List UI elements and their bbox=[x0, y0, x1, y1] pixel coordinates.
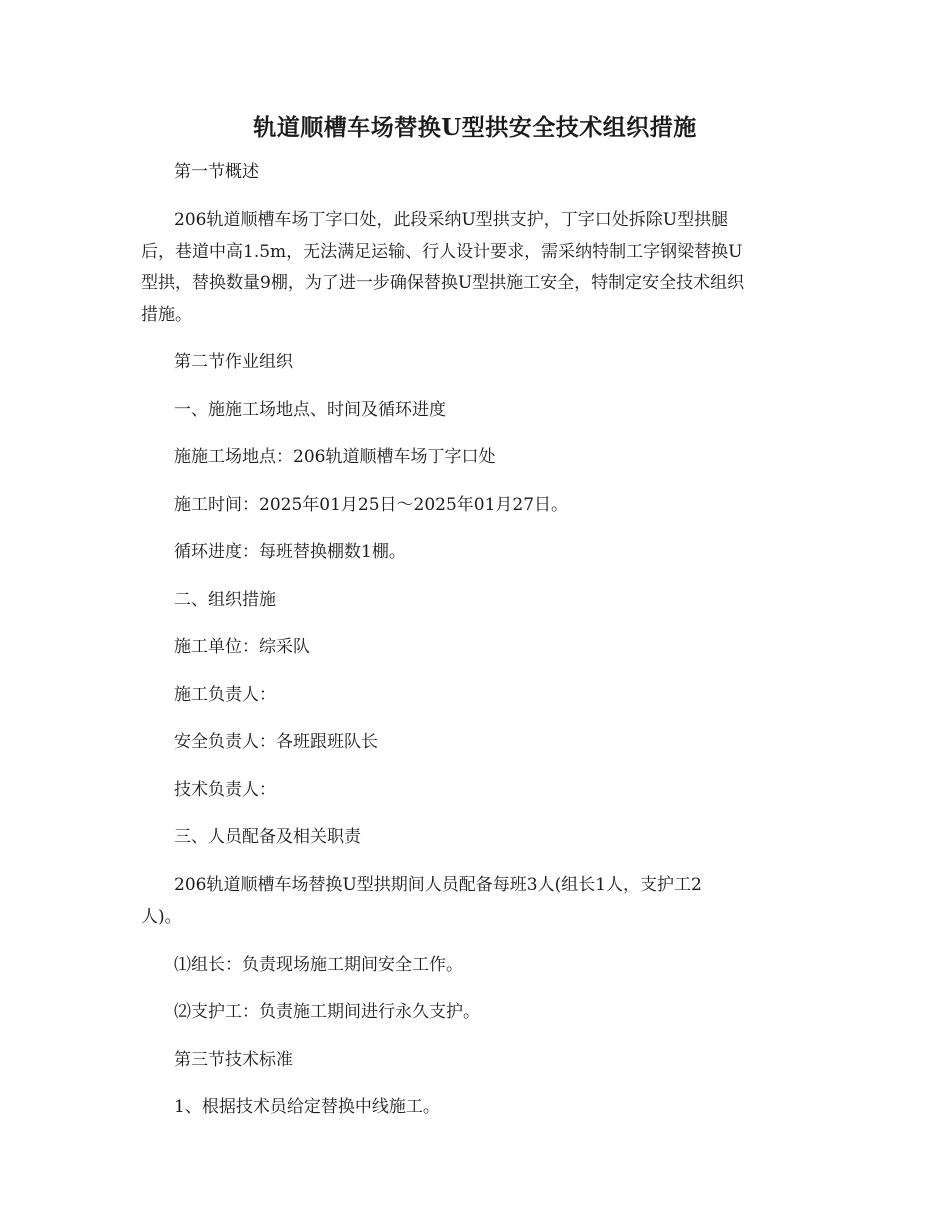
item-heading-location-time: 一、施施工场地点、时间及循环进度 bbox=[174, 400, 446, 420]
item-heading-organization-measures: 二、组织措施 bbox=[174, 590, 276, 610]
section-heading-technical-standard: 第三节技术标准 bbox=[174, 1050, 293, 1070]
safety-lead-text: 安全负责人：各班跟班队长 bbox=[174, 732, 378, 752]
cycle-text: 循环进度：每班替换棚数1棚。 bbox=[174, 542, 406, 562]
section-heading-overview: 第一节概述 bbox=[174, 162, 259, 182]
document-title: 轨道顺槽车场替换U型拱安全技术组织措施 bbox=[253, 114, 697, 141]
duty-leader-text: ⑴组长：负责现场施工期间安全工作。 bbox=[174, 955, 463, 975]
staffing-line: 206轨道顺槽车场替换U型拱期间人员配备每班3人(组长1人，支护工2 bbox=[174, 875, 702, 895]
section-heading-organization: 第二节作业组织 bbox=[174, 352, 293, 372]
staffing-line: 人)。 bbox=[141, 907, 182, 927]
paragraph-line: 206轨道顺槽车场丁字口处，此段采纳U型拱支护，丁字口处拆除U型拱腿 bbox=[174, 210, 729, 230]
paragraph-line: 型拱，替换数量9棚，为了进一步确保替换U型拱施工安全，特制定安全技术组织 bbox=[141, 273, 745, 293]
location-text: 施施工场地点：206轨道顺槽车场丁字口处 bbox=[174, 447, 496, 467]
construction-lead-text: 施工负责人： bbox=[174, 685, 276, 705]
paragraph-line: 措施。 bbox=[141, 305, 192, 325]
duty-support-worker-text: ⑵支护工：负责施工期间进行永久支护。 bbox=[174, 1002, 480, 1022]
tech-lead-text: 技术负责人： bbox=[174, 780, 276, 800]
time-text: 施工时间：2025年01月25日～2025年01月27日。 bbox=[174, 495, 569, 515]
item-heading-staffing: 三、人员配备及相关职责 bbox=[174, 827, 361, 847]
unit-text: 施工单位：综采队 bbox=[174, 637, 310, 657]
standard-item-text: 1、根据技术员给定替换中线施工。 bbox=[174, 1097, 440, 1117]
paragraph-line: 后，巷道中高1.5m，无法满足运输、行人设计要求，需采纳特制工字钢梁替换U bbox=[141, 242, 743, 262]
